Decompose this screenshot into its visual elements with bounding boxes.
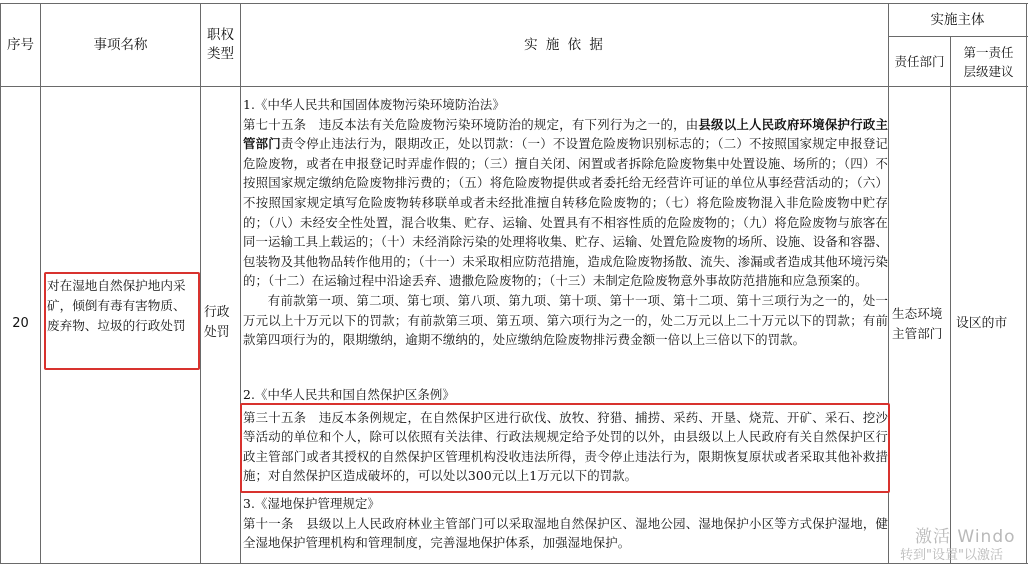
- law1-article75: [243, 115, 888, 291]
- row-power-type: 行政处罚: [204, 305, 230, 340]
- header-divider: [0, 86, 1028, 87]
- law3-article11: 第十一条 县级以上人民政府林业主管部门可以采取湿地自然保护区、湿地公园、湿地保护小区等方式保护湿地，健全湿地保护管理机构和管理制度，完善湿地保护体系，加强湿地保护。: [243, 515, 888, 551]
- law3-title: 3.《湿地保护管理规定》: [243, 496, 380, 511]
- col-divider-1: [0, 3, 1, 564]
- header-item-name: 事项名称: [93, 36, 148, 53]
- law2-highlight-box: [240, 403, 890, 493]
- header-power-type: 职权 类型: [207, 27, 234, 62]
- law1-responsible-authority: 县级以上人民政府环境保护行政主管部门: [243, 116, 888, 152]
- law1-block: [243, 95, 888, 350]
- item-name-highlight-box: [44, 272, 200, 370]
- law2-article35: 第三十五条 违反本条例规定，在自然保护区进行砍伐、放牧、狩猎、捕捞、采药、开垦、烧荒、开矿、采石、挖沙等活动的单位和个人，除可以依照有关法律、行政法规规定给予处罚的以外，由县级以上人民政府有关自然保护区行政主管部门或者其授权的自然保护区管理机构没收违法所得，责令停止违法行为，限期恢复原状或者采取其他补救措施；对自然保护区造成破坏的，可以处以300元以上1万元以下的罚款。: [243, 409, 888, 484]
- law1-penalty-paragraph: 有前款第一项、第二项、第七项、第八项、第九项、第十项、第十一项、第十二项、第十三项行为之一的，处一万元以上十万元以下的罚款；有前款第三项、第五项、第六项行为之一的，处二万元以上二十万元以下的罚款；有前款第四项行为的，限期缴纳，逾期不缴纳的，处应缴纳危险废物排污费金额一倍以上三倍以下的罚款。: [243, 292, 888, 348]
- col-divider-2: [40, 3, 41, 564]
- activation-watermark-line1: 激活 Windo: [915, 527, 1016, 547]
- header-level: 第一责任 层级建议: [963, 44, 1014, 79]
- law1-article75-text-b: 责令停止违法行为，限期改正，处以罚款：（一）不设置危险废物识别标志的；（二）不按照国家规定申报登记危险废物，或者在申报登记时弄虚作假的；（三）擅自关闭、闲置或者拆除危险废物集中处置设施、场所的；（四）不按照国家规定缴纳危险废物排污费的；（五）将危险废物提供或者委托给无经营许可证的单位从事经营活动的；（六）不按照国家规定填写危险废物转移联单或者未经批准擅自转移危险废物的；（七）将危险废物混入非危险废物中贮存的；（八）未经安全性处置，混合收集、贮存、运输、处置具有不相容性质的危险废物的；（九）将危险废物与旅客在同一运输工具上载运的；（十）未经消除污染的处理将收集、贮存、运输、处置危险废物的场所、设施、设备和容器、包装物及其他物品转作他用的；（十一）未采取相应防范措施，造成危险废物扬散、流失、渗漏或者造成其他环境污染的；（十二）在运输过程中沿途丢弃、遗撒危险废物的；（十三）未制定危险废物意外事故防范措施和应急预案的。: [243, 136, 888, 289]
- row-level: 设区的市: [956, 316, 1008, 331]
- law1-title: 1.《中华人民共和国固体废物污染环境防治法》: [243, 97, 505, 112]
- header-seq: 序号: [7, 36, 34, 53]
- row-dept: 生态环境主管部门: [892, 306, 943, 341]
- law2-title: 2.《中华人民共和国自然保护区条例》: [243, 387, 455, 402]
- law1-article75-text-a: 第七十五条 违反本法有关危险废物污染环境防治的规定，有下列行为之一的，由: [243, 116, 699, 132]
- activation-watermark-line2: 转到"设置"以激活: [900, 548, 1003, 563]
- table-border-bottom: [0, 563, 1028, 564]
- col-divider-3: [200, 3, 201, 564]
- header-basis: 实 施 依 据: [524, 36, 605, 53]
- col-divider-7: [1026, 3, 1027, 564]
- row-seq: 20: [12, 316, 29, 331]
- header-dept: 责任部门: [894, 54, 945, 69]
- row-item-name: 对在湿地自然保护地内采矿，倾倒有毒有害物质、废弃物、垃圾的行政处罚: [47, 278, 186, 333]
- col-divider-6: [950, 36, 951, 564]
- header-subject: 实施主体: [930, 11, 985, 28]
- law3-block: [243, 494, 888, 553]
